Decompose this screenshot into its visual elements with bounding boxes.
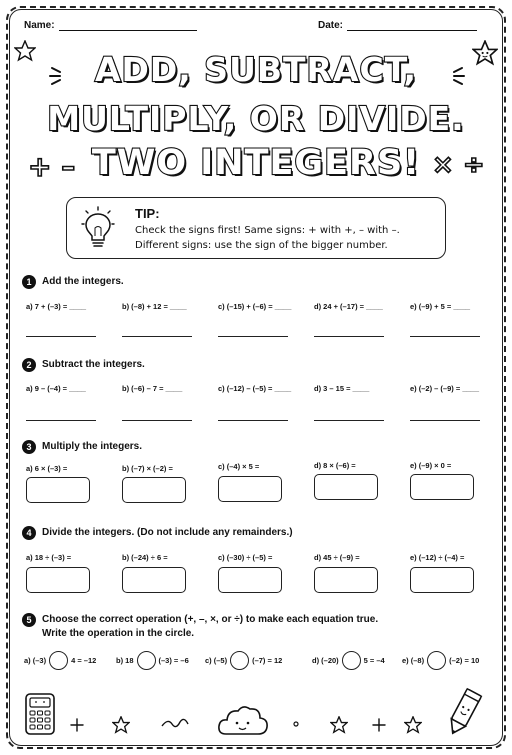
problem-4d: d) 45 ÷ (–9) =	[314, 553, 360, 562]
equation-5e: e) (–8) (–2) = 10	[402, 651, 479, 670]
answer-box[interactable]	[122, 477, 186, 503]
tip-text-line-1: Check the signs first! Same signs: + with +, – with –.	[135, 225, 400, 236]
answer-box[interactable]	[218, 567, 282, 593]
answer-box[interactable]	[26, 567, 90, 593]
equation-5a: a) (–3) 4 = –12	[24, 651, 96, 670]
section-number-badge: 2	[22, 358, 36, 372]
problem-4a: a) 18 ÷ (–3) =	[26, 553, 72, 562]
section-2-title: 2 Subtract the integers.	[22, 358, 145, 372]
answer-line[interactable]	[314, 420, 384, 421]
answer-line[interactable]	[218, 420, 288, 421]
problem-3e: e) (–9) × 0 =	[410, 461, 452, 470]
tip-title: TIP:	[135, 206, 160, 221]
answer-box[interactable]	[410, 567, 474, 593]
star-icon	[330, 716, 348, 734]
section-number-badge: 3	[22, 440, 36, 454]
date-label: Date:	[318, 20, 344, 31]
sparkle-icon	[70, 718, 84, 732]
equation-5d: d) (–20) 5 = –4	[312, 651, 385, 670]
smiling-cloud-icon	[216, 700, 270, 740]
answer-box[interactable]	[314, 474, 378, 500]
problem-3c: c) (–4) × 5 =	[218, 462, 260, 471]
sparkle-lines-icon	[48, 62, 74, 88]
title-line-2: MULTIPLY, OR DIVIDE.	[47, 99, 465, 138]
answer-line[interactable]	[314, 336, 384, 337]
answer-line[interactable]	[26, 420, 96, 421]
calculator-icon	[24, 692, 56, 736]
equation-5c: c) (–5) (–7) = 12	[205, 651, 282, 670]
name-field[interactable]	[24, 20, 197, 31]
tip-box	[66, 197, 446, 259]
operation-circle[interactable]	[427, 651, 446, 670]
name-line[interactable]	[59, 20, 197, 31]
title-line-1: ADD, SUBTRACT,	[94, 50, 418, 89]
operation-circle[interactable]	[230, 651, 249, 670]
problem-1e: e) (–9) + 5 = ____	[410, 302, 471, 311]
answer-box[interactable]	[410, 474, 474, 500]
section-number-badge: 4	[22, 526, 36, 540]
star-icon	[404, 716, 422, 734]
dot-sparkle-icon	[290, 718, 302, 730]
section-number-badge: 1	[22, 275, 36, 289]
problem-2a: a) 9 – (–4) = ____	[26, 384, 86, 393]
problem-2d: d) 3 – 15 = ____	[314, 384, 370, 393]
problem-4b: b) (–24) ÷ 6 =	[122, 553, 168, 562]
operation-circle[interactable]	[137, 651, 156, 670]
date-field[interactable]	[318, 20, 477, 31]
plus-minus-icon: + –	[28, 150, 76, 183]
problem-4c: c) (–30) ÷ (–5) =	[218, 553, 273, 562]
problem-2c: c) (–12) – (–5) = ____	[218, 384, 292, 393]
smiling-pencil-icon	[444, 686, 484, 738]
problem-1c: c) (–15) + (–6) = ____	[218, 302, 292, 311]
section-3-title: 3 Multiply the integers.	[22, 440, 142, 454]
section-1-title: 1 Add the integers.	[22, 275, 124, 289]
section-5-title: 5 Choose the correct operation (+, –, ×, or ÷) to make each equation true. Write the operation in the circle.	[22, 613, 378, 641]
header	[24, 20, 488, 36]
sparkle-icon	[372, 718, 386, 732]
operation-circle[interactable]	[342, 651, 361, 670]
answer-line[interactable]	[122, 336, 192, 337]
problem-1a: a) 7 + (–3) = ____	[26, 302, 87, 311]
problem-3b: b) (–7) × (–2) =	[122, 464, 173, 473]
answer-box[interactable]	[218, 476, 282, 502]
lightbulb-icon	[81, 206, 115, 252]
answer-box[interactable]	[314, 567, 378, 593]
swirl-icon	[160, 716, 190, 732]
problem-2e: e) (–2) – (–9) = ____	[410, 384, 479, 393]
section-4-title: 4 Divide the integers. (Do not include any remainders.)	[22, 526, 293, 540]
section-number-badge: 5	[22, 613, 36, 627]
tip-text-line-2: Different signs: use the sign of the bigger number.	[135, 240, 388, 251]
operation-circle[interactable]	[49, 651, 68, 670]
problem-1b: b) (–8) + 12 = ____	[122, 302, 187, 311]
answer-box[interactable]	[26, 477, 90, 503]
answer-box[interactable]	[122, 567, 186, 593]
name-label: Name:	[24, 20, 55, 31]
problem-4e: e) (–12) ÷ (–4) =	[410, 553, 465, 562]
problem-3d: d) 8 × (–6) =	[314, 461, 356, 470]
title-line-3: TWO INTEGERS!	[91, 143, 421, 183]
answer-line[interactable]	[410, 336, 480, 337]
problem-3a: a) 6 × (–3) =	[26, 464, 68, 473]
star-icon	[112, 716, 130, 734]
sparkle-lines-icon	[440, 62, 466, 88]
date-line[interactable]	[347, 20, 477, 31]
problem-1d: d) 24 + (–17) = ____	[314, 302, 383, 311]
problem-2b: b) (–6) – 7 = ____	[122, 384, 183, 393]
answer-line[interactable]	[410, 420, 480, 421]
times-divide-icon: × ÷	[432, 150, 485, 180]
equation-5b: b) 18 (–3) = –6	[116, 651, 189, 670]
answer-line[interactable]	[122, 420, 192, 421]
answer-line[interactable]	[26, 336, 96, 337]
answer-line[interactable]	[218, 336, 288, 337]
